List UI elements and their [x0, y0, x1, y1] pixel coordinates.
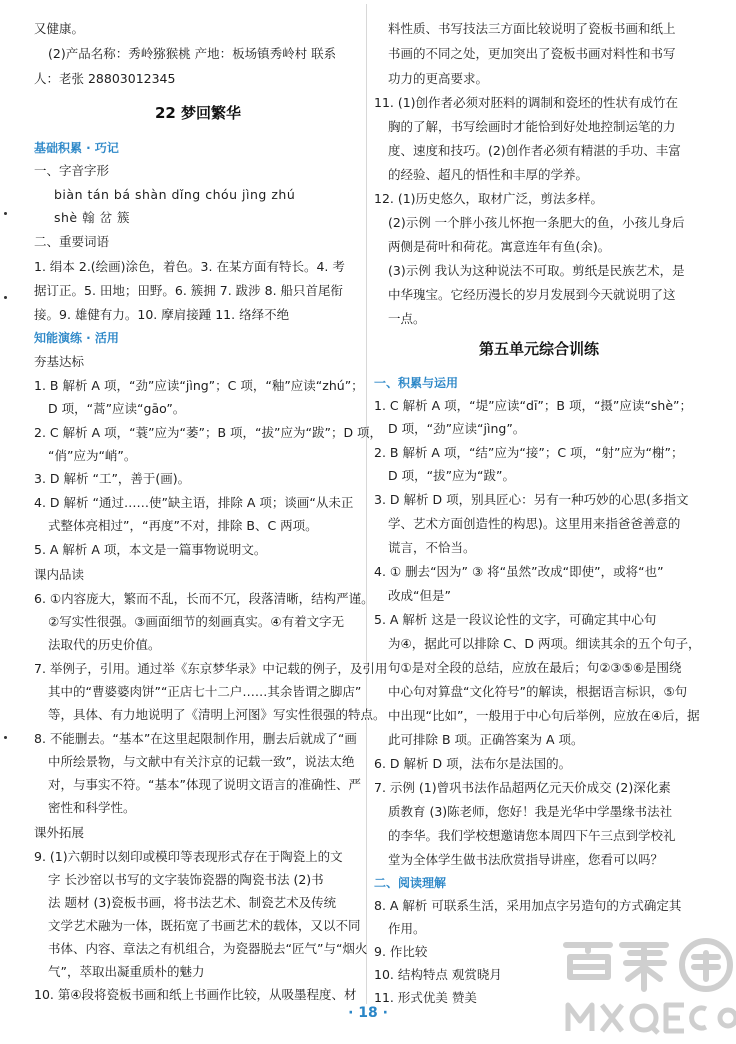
answer-line: 改成“但是”	[388, 588, 451, 603]
text-line: 又健康。	[34, 21, 85, 36]
pinyin-answers: biàn tán bá shàn dǐng chóu jìng zhú	[54, 187, 296, 202]
answer-line: 密性和科学性。	[48, 800, 136, 815]
answer-line: 胸的了解，书写绘画时才能恰到好处地控制运笔的力	[388, 119, 676, 134]
answer-line: 8. A 解析 可联系生活，采用加点字另造句的方式确定其	[374, 898, 682, 913]
answer-line: 6. ①内容庞大，繁而不乱，长而不冗，段落清晰，结构严谨。	[34, 591, 374, 606]
subsection-heading: 二、重要词语	[34, 234, 110, 249]
answer-line: 中出现“比如”，一般用于中心句后举例，应放在④后，据	[388, 708, 700, 723]
answer-line: 字 长沙窑以书写的文字装饰瓷器的陶瓷书法 (2)书	[48, 872, 324, 887]
watermark-logo	[560, 935, 736, 1039]
answer-line: 5. A 解析 A 项，本文是一篇事物说明文。	[34, 542, 267, 557]
text-line: 人：老张 28803012345	[34, 71, 176, 86]
answer-line: 3. D 解析 “工”，善于(画)。	[34, 471, 191, 486]
answer-line: 8. 不能删去。“基本”在这里起限制作用，删去后就成了“画	[34, 731, 357, 746]
section-heading: 二、阅读理解	[374, 876, 447, 890]
answer-line: (3)示例 我认为这种说法不可取。剪纸是民族艺术，是	[388, 263, 685, 278]
answer-line: 气”，萃取出凝重质朴的魅力	[48, 964, 205, 979]
answer-line: 5. A 解析 这是一段议论性的文字，可确定其中心句	[374, 612, 657, 627]
answer-line: 2. C 解析 A 项，“蓑”应为“萎”；B 项，“拔”应为“跋”；D 项，	[34, 425, 383, 440]
answer-line: 等，具体、有力地说明了《清明上河图》写实性很强的特点。	[48, 707, 386, 722]
answer-line: 中华瑰宝。它经历漫长的岁月发展到今天就说明了这	[388, 287, 676, 302]
margin-dot	[4, 212, 7, 215]
answer-line: 6. D 解析 D 项，法布尔是法国的。	[374, 756, 572, 771]
answer-line: 式整体亮相过”，“再度”不对，排除 B、C 两项。	[48, 518, 318, 533]
answer-line: D 项，“拔”应为“跋”。	[388, 468, 516, 483]
answer-line: 9. 作比较	[374, 944, 428, 959]
unit-title: 第五单元综合训练	[478, 340, 599, 358]
subsection-heading: 课外拓展	[34, 825, 85, 840]
answer-line: 1. C 解析 A 项，“堤”应读“dī”；B 项，“摄”应读“shè”；	[374, 398, 692, 413]
answer-line: 的经验、超凡的悟性和丰厚的学养。	[388, 167, 589, 182]
answer-line: D 项，“劲”应读“jìng”。	[388, 421, 526, 436]
answer-line: 谎言，不恰当。	[388, 540, 476, 555]
answer-line: 句①是对全段的总结，应放在最后；句②③⑤⑥是围绕	[388, 660, 682, 675]
answer-line: 法取代的历史价值。	[48, 637, 161, 652]
answer-line: 接。9. 雄健有力。10. 摩肩接踵 11. 络绎不绝	[34, 307, 290, 322]
subsection-heading: 夯基达标	[34, 354, 85, 369]
answer-line: 作用。	[388, 921, 426, 936]
answer-line: 的李华。我们学校想邀请您本周四下午三点到学校礼	[388, 828, 676, 843]
answer-line: 功力的更高要求。	[388, 71, 489, 86]
answer-line: 书画的不同之处，更加突出了瓷板书画对料性和书写	[388, 46, 676, 61]
answer-line: 料性质、书写技法三方面比较说明了瓷板书画和纸上	[388, 21, 676, 36]
answer-line: 9. (1)六朝时以刻印或模印等表现形式存在于陶瓷上的文	[34, 849, 343, 864]
answer-line: 法 题材 (3)瓷板书画，将书法艺术、制瓷艺术及传统	[48, 895, 337, 910]
section-heading: 一、积累与运用	[374, 376, 459, 390]
answer-line: 1. B 解析 A 项，“劲”应读“jìng”；C 项，“釉”应读“zhú”；	[34, 378, 364, 393]
answer-line: 中所绘景物，与文献中有关汴京的记载一致”，说法太绝	[48, 754, 355, 769]
answer-line: (2)示例 一个胖小孩儿怀抱一条肥大的鱼，小孩儿身后	[388, 215, 685, 230]
answer-line: 对，与事实不符。“基本”体现了说明文语言的准确性、严	[48, 777, 361, 792]
answer-line: ②写实性很强。③画面细节的刻画真实。④有着文字无	[48, 614, 345, 629]
answer-line: 3. D 解析 D 项，别具匠心：另有一种巧妙的心思(多指文	[374, 492, 689, 507]
lesson-title: 22 梦回繁华	[154, 104, 242, 122]
answer-line: 度、速度和技巧。(2)创作者必须有精湛的手功、丰富	[388, 143, 681, 158]
answer-line: “俏”应为“峭”。	[48, 448, 137, 463]
subsection-heading: 课内品读	[34, 567, 85, 582]
answer-line: 7. 举例子，引用。通过举《东京梦华录》中记载的例子，及引用	[34, 661, 388, 676]
answer-line: 据订正。5. 田地；田野。6. 簇拥 7. 跋涉 8. 船只首尾衔	[34, 283, 344, 298]
answer-line: 堂为全体学生做书法欣赏指导讲座，您看可以吗？	[388, 852, 664, 867]
margin-dot	[4, 736, 7, 739]
answer-line: 4. D 解析 “通过……使”缺主语，排除 A 项；谈画“从未正	[34, 495, 354, 510]
answer-line: D 项，“蒿”应读“gāo”。	[48, 401, 186, 416]
answer-line: 2. B 解析 A 项，“结”应为“接”；C 项，“射”应为“榭”；	[374, 445, 684, 460]
answer-line: 11. (1)创作者必须对胚料的调制和瓷坯的性状有成竹在	[374, 95, 679, 110]
answer-line: 7. 示例 (1)曾巩书法作品超两亿元天价成交 (2)深化素	[374, 780, 671, 795]
section-heading: 基础积累 · 巧记	[34, 141, 119, 155]
answer-line: 书体、内容、章法之有机组合，为瓷器脱去“匠气”与“烟火	[48, 941, 368, 956]
column-divider	[366, 4, 367, 1004]
answer-line: 质教育 (3)陈老师，您好！我是光华中学墨缘书法社	[388, 804, 673, 819]
answer-line: 10. 结构特点 观赏晓月	[374, 967, 502, 982]
answer-line: 12. (1)历史悠久，取材广泛，剪法多样。	[374, 191, 604, 206]
answer-line: 学、艺术方面创造性的构思)。这里用来指爸爸善意的	[388, 516, 681, 531]
answer-line: 文学艺术融为一体，既拓宽了书画艺术的载体，又以不同	[48, 918, 361, 933]
section-heading: 知能演练 · 活用	[34, 331, 119, 345]
answer-line: 此可排除 B 项。正确答案为 A 项。	[388, 732, 584, 747]
answer-line: 两侧是荷叶和荷花。寓意连年有鱼(余)。	[388, 239, 611, 254]
text-line: (2)产品名称：秀岭猕猴桃 产地：板场镇秀岭村 联系	[48, 46, 337, 61]
answer-line: 10. 第④段将瓷板书画和纸上书画作比较，从吸墨程度、材	[34, 987, 357, 1002]
answer-line: 1. 绢本 2.(绘画)涂色，着色。3. 在某方面有特长。4. 考	[34, 259, 345, 274]
page-number: · 18 ·	[348, 1005, 388, 1021]
answer-line: 其中的“曹婆婆肉饼”“正店七十二户……其余皆谓之脚店”	[48, 684, 362, 699]
answer-line: 为④，据此可以排除 C、D 两项。细读其余的五个句子，	[388, 636, 701, 651]
answer-line: 11. 形式优美 赞美	[374, 990, 477, 1005]
answer-line: 中心句对算盘“文化符号”的解读，根据语言标识，⑤句	[388, 684, 688, 699]
margin-dot	[4, 296, 7, 299]
subsection-heading: 一、字音字形	[34, 163, 110, 178]
character-answers: shè 翰 岔 簇	[54, 210, 131, 225]
answer-line: 4. ① 删去“因为” ③ 将“虽然”改成“即使”，或将“也”	[374, 564, 664, 579]
answer-line: 一点。	[388, 311, 426, 326]
